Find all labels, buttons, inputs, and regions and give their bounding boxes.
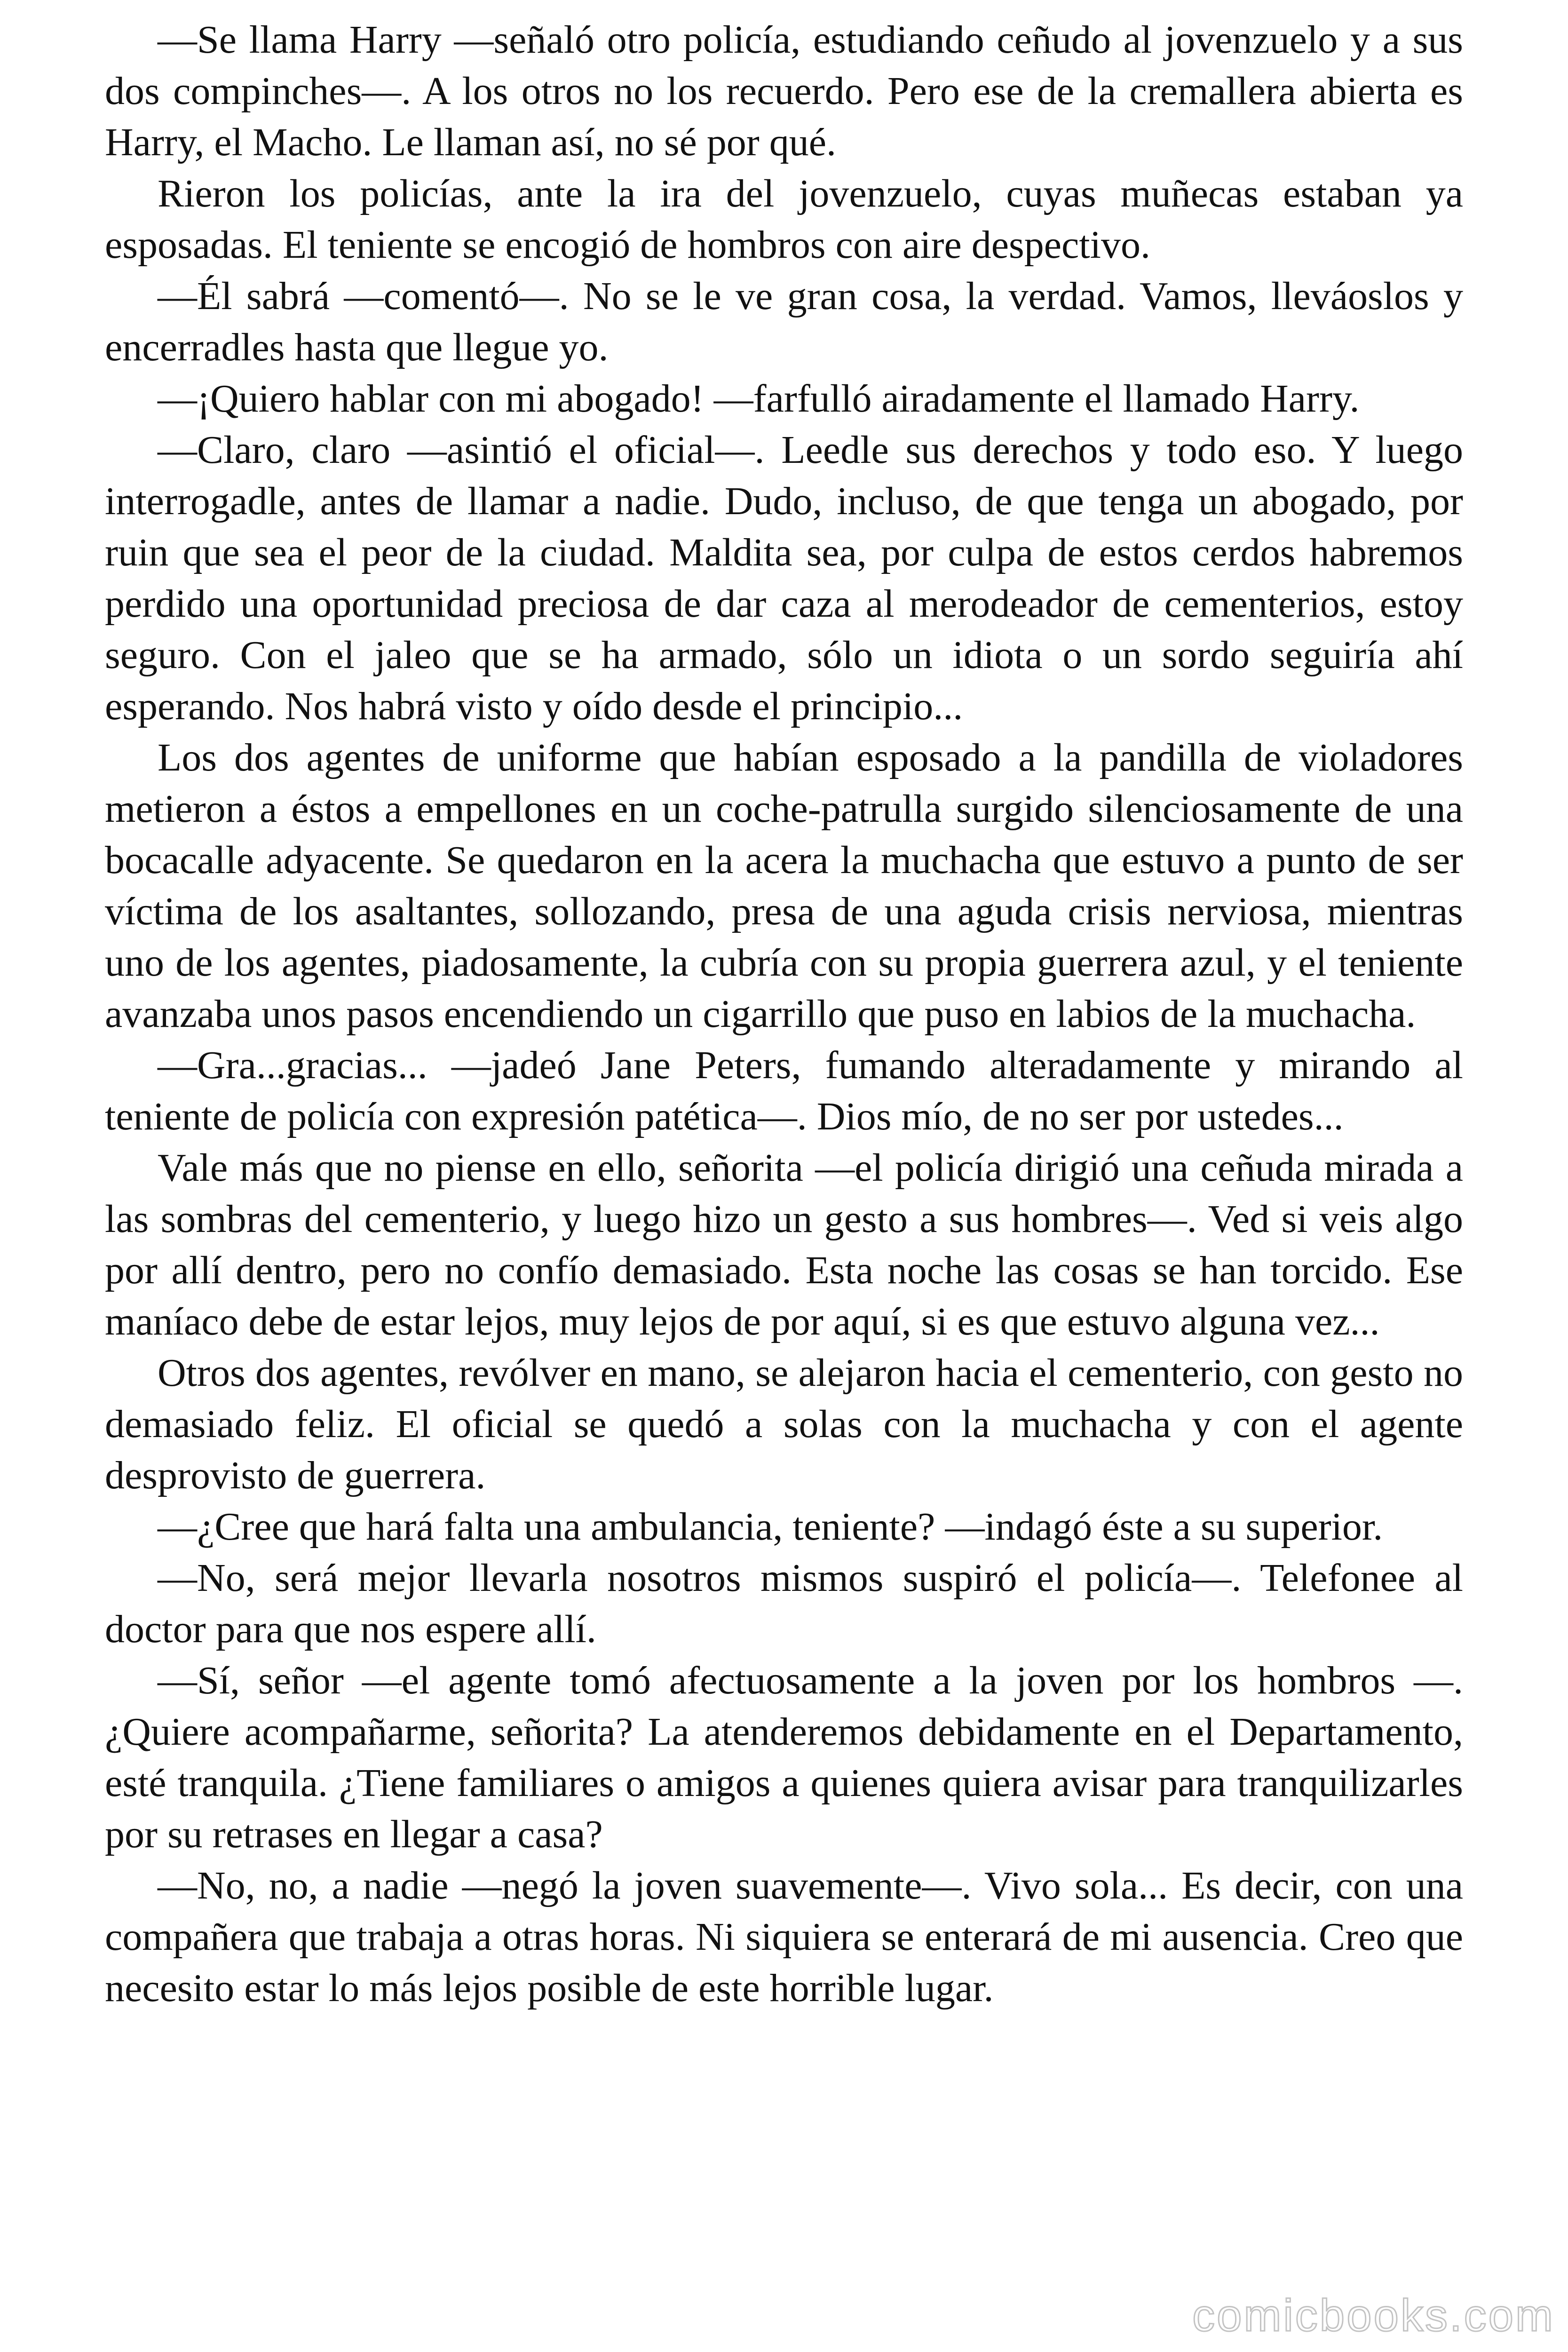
paragraph: Rieron los policías, ante la ira del jovenzuelo, cuyas muñecas estaban ya esposadas. El teniente se encogió de hombros con aire despectivo. xyxy=(105,172,1463,267)
paragraph: —Sí, señor —el agente tomó afectuosamente a la joven por los hombros —. ¿Quiere acompañarme, señorita? La atenderemos debidamente en el Departamento, esté tranquila. ¿Tiene familiares o amigos a quienes quiera avisar para tranquilizarles por su retrases en llegar a casa? xyxy=(105,1659,1463,1856)
document-page xyxy=(105,14,1463,2014)
paragraph: Vale más que no piense en ello, señorita —el policía dirigió una ceñuda mirada a las sombras del cementerio, y luego hizo un gesto a sus hombres—. Ved si veis algo por allí dentro, pero no confío demasiado. Esta noche las cosas se han torcido. Ese maníaco debe de estar lejos, muy lejos de por aquí, si es que estuvo alguna vez... xyxy=(105,1146,1463,1343)
watermark-logo: comicbooks.com xyxy=(1192,2290,1555,2341)
paragraph: —Claro, claro —asintió el oficial—. Leedle sus derechos y todo eso. Y luego interrogadle, antes de llamar a nadie. Dudo, incluso, de que tenga un abogado, por ruin que sea el peor de la ciudad. Maldita sea, por culpa de estos cerdos habremos perdido una oportunidad preciosa de dar caza al merodeador de cementerios, estoy seguro. Con el jaleo que se ha armado, sólo un idiota o un sordo seguiría ahí esperando. Nos habrá visto y oído desde el principio... xyxy=(105,428,1463,728)
paragraph: —Él sabrá —comentó—. No se le ve gran cosa, la verdad. Vamos, lleváoslos y encerradles hasta que llegue yo. xyxy=(105,274,1463,369)
paragraph: Otros dos agentes, revólver en mano, se alejaron hacia el cementerio, con gesto no demasiado feliz. El oficial se quedó a solas con la muchacha y con el agente desprovisto de guerrera. xyxy=(105,1351,1463,1497)
paragraph: —No, será mejor llevarla nosotros mismos suspiró el policía—. Telefonee al doctor para que nos espere allí. xyxy=(105,1556,1463,1651)
paragraph: —Se llama Harry —señaló otro policía, estudiando ceñudo al jovenzuelo y a sus dos compinches—. A los otros no los recuerdo. Pero ese de la cremallera abierta es Harry, el Macho. Le llaman así, no sé por qué. xyxy=(105,18,1463,164)
paragraph: —¿Cree que hará falta una ambulancia, teniente? —indagó éste a su superior. xyxy=(158,1505,1383,1549)
paragraph: —No, no, a nadie —negó la joven suavemente—. Vivo sola... Es decir, con una compañera que trabaja a otras horas. Ni siquiera se enterará de mi ausencia. Creo que necesito estar lo más lejos posible de este horrible lugar. xyxy=(105,1864,1463,2010)
paragraph: —Gra...gracias... —jadeó Jane Peters, fumando alteradamente y mirando al teniente de policía con expresión patética—. Dios mío, de no ser por ustedes... xyxy=(105,1043,1463,1138)
paragraph: Los dos agentes de uniforme que habían esposado a la pandilla de violadores metieron a éstos a empellones en un coche-patrulla surgido silenciosamente de una bocacalle adyacente. Se quedaron en la acera la muchacha que estuvo a punto de ser víctima de los asaltantes, sollozando, presa de una aguda crisis nerviosa, mientras uno de los agentes, piadosamente, la cubría con su propia guerrera azul, y el teniente avanzaba unos pasos encendiendo un cigarrillo que puso en labios de la muchacha. xyxy=(105,736,1463,1036)
paragraph: —¡Quiero hablar con mi abogado! —farfulló airadamente el llamado Harry. xyxy=(158,377,1360,421)
